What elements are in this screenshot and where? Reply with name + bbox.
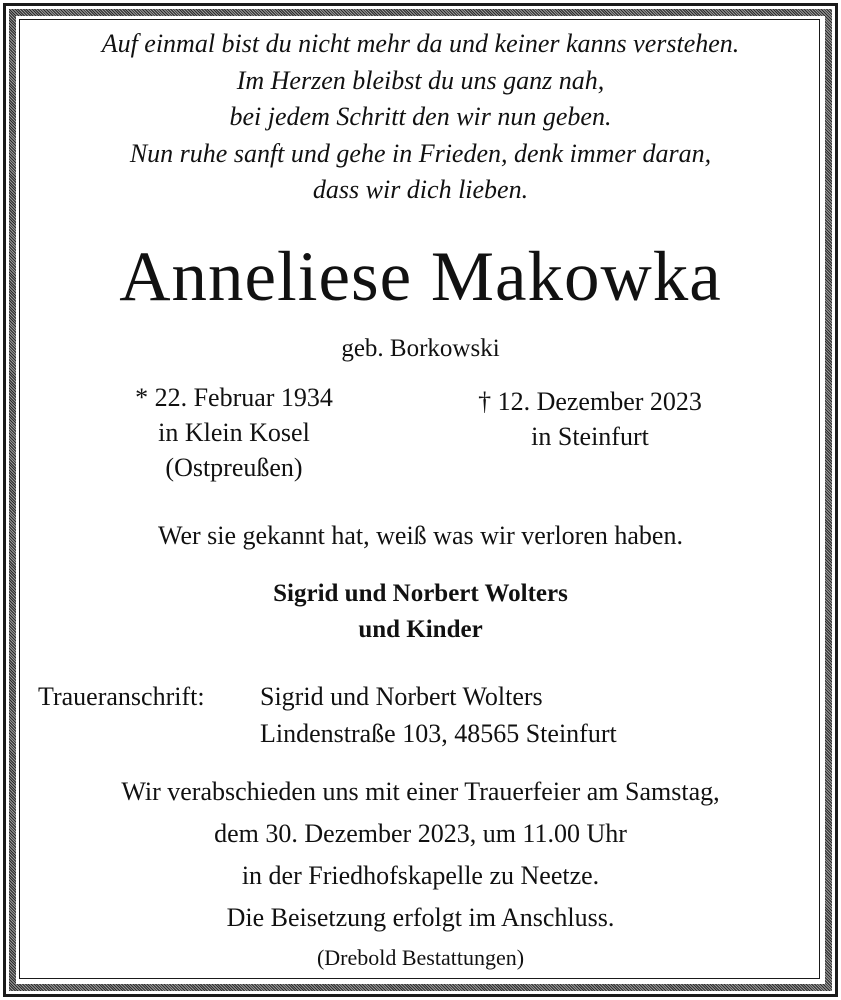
death-info — [440, 384, 740, 454]
poem-line: Nun ruhe sanft und gehe in Frieden, denk immer daran, — [129, 138, 712, 168]
undertaker-name: (Drebold Bestattungen) — [316, 945, 525, 970]
family-line: und Kinder — [358, 616, 483, 643]
address-label: Traueranschrift: — [38, 682, 205, 711]
service-line: dem 30. Dezember 2023, um 11.00 Uhr — [214, 819, 627, 848]
poem-line: dass wir dich lieben. — [312, 175, 529, 204]
family-line: Sigrid und Norbert Wolters — [273, 580, 568, 607]
memorial-poem — [0, 26, 841, 209]
service-line: in der Friedhofskapelle zu Neetze. — [241, 861, 600, 890]
poem-line: bei jedem Schritt den wir nun geben. — [229, 102, 612, 131]
birth-region: (Ostpreußen) — [165, 453, 303, 482]
birth-place: in Klein Kosel — [158, 418, 310, 447]
death-date: † 12. Dezember 2023 — [478, 387, 702, 416]
poem-line: Im Herzen bleibst du uns ganz nah, — [236, 65, 605, 95]
mourning-family — [0, 576, 841, 648]
service-line: Die Beisetzung erfolgt im Anschluss. — [226, 903, 615, 932]
address-line: Sigrid und Norbert Wolters — [260, 682, 543, 711]
address-line: Lindenstraße 103, 48565 Steinfurt — [260, 719, 617, 748]
funeral-service-info — [0, 771, 841, 939]
birth-info — [100, 380, 368, 485]
address-lines — [260, 678, 617, 752]
poem-line: Auf einmal bist du nicht mehr da und keiner kanns verstehen. — [101, 29, 740, 58]
service-line: Wir verabschieden uns mit einer Trauerfeier am Samstag, — [121, 777, 720, 806]
deceased-name: Anneliese Makowka — [119, 238, 722, 316]
death-place: in Steinfurt — [531, 422, 649, 451]
memorial-quote: Wer sie gekannt hat, weiß was wir verloren haben. — [158, 521, 683, 550]
birth-date: * 22. Februar 1934 — [135, 383, 333, 412]
maiden-name: geb. Borkowski — [341, 335, 500, 362]
